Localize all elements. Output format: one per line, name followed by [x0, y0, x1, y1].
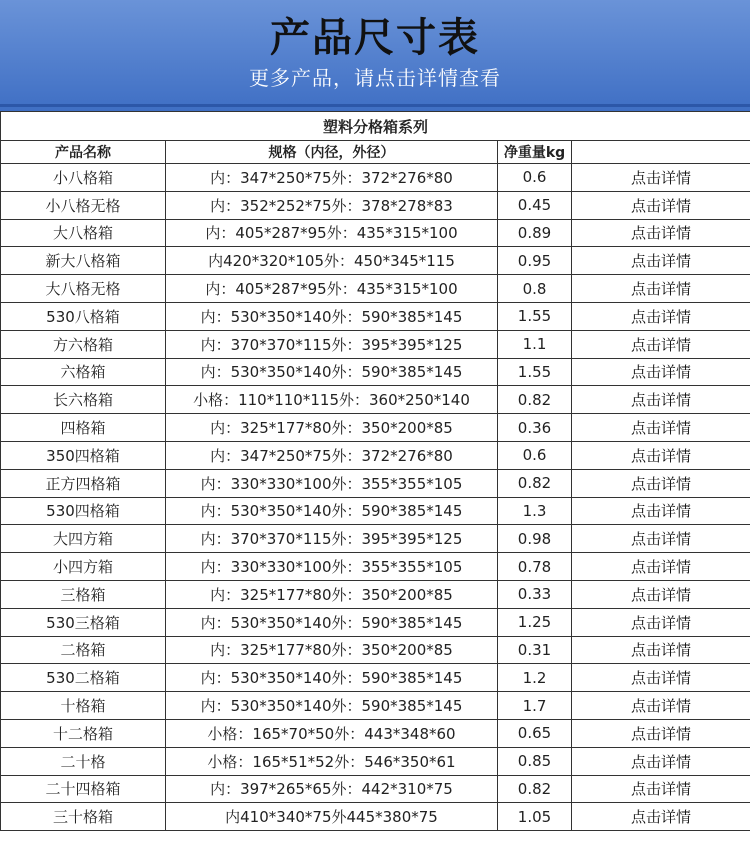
- table-row: [1, 553, 750, 581]
- spec-cell: 内：330*330*100外：355*355*105: [166, 553, 498, 581]
- spec-cell: 内：530*350*140外：590*385*145: [166, 664, 498, 692]
- table-row: [1, 803, 750, 831]
- spec-cell: 内420*320*105外：450*345*115: [166, 247, 498, 275]
- table-row: [1, 386, 750, 414]
- spec-cell: 内：397*265*65外：442*310*75: [166, 775, 498, 803]
- weight-cell: 1.1: [498, 330, 572, 358]
- spec-cell: 内：352*252*75外：378*278*83: [166, 191, 498, 219]
- table-row: [1, 636, 750, 664]
- product-name-cell: 六格箱: [1, 358, 166, 386]
- product-name-cell: 350四格箱: [1, 441, 166, 469]
- spec-cell: 内410*340*75外445*380*75: [166, 803, 498, 831]
- detail-link[interactable]: 点击详情: [572, 803, 750, 831]
- detail-link[interactable]: 点击详情: [572, 414, 750, 442]
- detail-link[interactable]: 点击详情: [572, 525, 750, 553]
- table-row: [1, 219, 750, 247]
- product-name-cell: 小八格箱: [1, 164, 166, 192]
- detail-link[interactable]: 点击详情: [572, 580, 750, 608]
- product-name-cell: 530四格箱: [1, 497, 166, 525]
- weight-cell: 1.25: [498, 608, 572, 636]
- product-name-cell: 十格箱: [1, 692, 166, 720]
- weight-cell: 0.36: [498, 414, 572, 442]
- weight-cell: 0.8: [498, 275, 572, 303]
- spec-cell: 内：530*350*140外：590*385*145: [166, 497, 498, 525]
- product-name-cell: 大八格无格: [1, 275, 166, 303]
- weight-cell: 0.33: [498, 580, 572, 608]
- table-row: [1, 469, 750, 497]
- banner: [0, 0, 750, 111]
- table-row: [1, 497, 750, 525]
- table-row: [1, 747, 750, 775]
- detail-link[interactable]: 点击详情: [572, 358, 750, 386]
- detail-link[interactable]: 点击详情: [572, 275, 750, 303]
- series-row: [1, 112, 750, 141]
- spec-cell: 内：370*370*115外：395*395*125: [166, 330, 498, 358]
- detail-link[interactable]: 点击详情: [572, 441, 750, 469]
- weight-cell: 1.2: [498, 664, 572, 692]
- spec-cell: 内：325*177*80外：350*200*85: [166, 414, 498, 442]
- table-row: [1, 664, 750, 692]
- spec-cell: 内：347*250*75外：372*276*80: [166, 441, 498, 469]
- product-name-cell: 小八格无格: [1, 191, 166, 219]
- detail-link[interactable]: 点击详情: [572, 219, 750, 247]
- product-name-cell: 新大八格箱: [1, 247, 166, 275]
- spec-cell: 小格：165*70*50外：443*348*60: [166, 719, 498, 747]
- product-name-cell: 方六格箱: [1, 330, 166, 358]
- detail-link[interactable]: 点击详情: [572, 719, 750, 747]
- table-row: [1, 441, 750, 469]
- size-table: [0, 111, 750, 831]
- table-row: [1, 580, 750, 608]
- header-link: [572, 141, 750, 164]
- table-row: [1, 608, 750, 636]
- detail-link[interactable]: 点击详情: [572, 692, 750, 720]
- product-name-cell: 四格箱: [1, 414, 166, 442]
- product-name-cell: 二十格: [1, 747, 166, 775]
- detail-link[interactable]: 点击详情: [572, 608, 750, 636]
- table-row: [1, 164, 750, 192]
- header-spec: 规格（内径，外径）: [166, 141, 498, 164]
- table-row: [1, 719, 750, 747]
- product-name-cell: 十二格箱: [1, 719, 166, 747]
- weight-cell: 1.05: [498, 803, 572, 831]
- spec-cell: 小格：110*110*115外：360*250*140: [166, 386, 498, 414]
- product-name-cell: 530三格箱: [1, 608, 166, 636]
- page-subtitle: 更多产品，请点击详情查看: [249, 66, 501, 90]
- product-name-cell: 三格箱: [1, 580, 166, 608]
- table-row: [1, 775, 750, 803]
- table-row: [1, 302, 750, 330]
- detail-link[interactable]: 点击详情: [572, 553, 750, 581]
- weight-cell: 0.45: [498, 191, 572, 219]
- header-weight: 净重量kg: [498, 141, 572, 164]
- table-row: [1, 358, 750, 386]
- weight-cell: 0.89: [498, 219, 572, 247]
- spec-cell: 内：370*370*115外：395*395*125: [166, 525, 498, 553]
- table-row: [1, 247, 750, 275]
- banner-divider: [0, 104, 750, 107]
- product-name-cell: 二十四格箱: [1, 775, 166, 803]
- page-title: 产品尺寸表: [270, 15, 480, 61]
- weight-cell: 1.3: [498, 497, 572, 525]
- weight-cell: 1.55: [498, 358, 572, 386]
- spec-cell: 内：325*177*80外：350*200*85: [166, 636, 498, 664]
- weight-cell: 0.82: [498, 775, 572, 803]
- detail-link[interactable]: 点击详情: [572, 330, 750, 358]
- weight-cell: 1.55: [498, 302, 572, 330]
- weight-cell: 0.85: [498, 747, 572, 775]
- spec-cell: 内：347*250*75外：372*276*80: [166, 164, 498, 192]
- detail-link[interactable]: 点击详情: [572, 636, 750, 664]
- detail-link[interactable]: 点击详情: [572, 775, 750, 803]
- table-row: [1, 330, 750, 358]
- weight-cell: 0.82: [498, 469, 572, 497]
- header-row: [1, 141, 750, 164]
- product-name-cell: 长六格箱: [1, 386, 166, 414]
- spec-cell: 内：530*350*140外：590*385*145: [166, 358, 498, 386]
- detail-link[interactable]: 点击详情: [572, 191, 750, 219]
- spec-cell: 内：405*287*95外：435*315*100: [166, 219, 498, 247]
- spec-cell: 内：330*330*100外：355*355*105: [166, 469, 498, 497]
- weight-cell: 0.6: [498, 164, 572, 192]
- table-row: [1, 525, 750, 553]
- detail-link[interactable]: 点击详情: [572, 386, 750, 414]
- table-row: [1, 191, 750, 219]
- detail-link[interactable]: 点击详情: [572, 469, 750, 497]
- product-name-cell: 530二格箱: [1, 664, 166, 692]
- product-name-cell: 二格箱: [1, 636, 166, 664]
- spec-cell: 内：325*177*80外：350*200*85: [166, 580, 498, 608]
- spec-cell: 内：530*350*140外：590*385*145: [166, 608, 498, 636]
- weight-cell: 0.78: [498, 553, 572, 581]
- weight-cell: 0.65: [498, 719, 572, 747]
- weight-cell: 0.6: [498, 441, 572, 469]
- detail-link[interactable]: 点击详情: [572, 664, 750, 692]
- weight-cell: 0.95: [498, 247, 572, 275]
- product-name-cell: 小四方箱: [1, 553, 166, 581]
- weight-cell: 0.98: [498, 525, 572, 553]
- table-row: [1, 414, 750, 442]
- series-title: 塑料分格箱系列: [1, 112, 750, 141]
- spec-cell: 内：405*287*95外：435*315*100: [166, 275, 498, 303]
- spec-cell: 内：530*350*140外：590*385*145: [166, 302, 498, 330]
- spec-cell: 小格：165*51*52外：546*350*61: [166, 747, 498, 775]
- detail-link[interactable]: 点击详情: [572, 302, 750, 330]
- detail-link[interactable]: 点击详情: [572, 747, 750, 775]
- product-name-cell: 三十格箱: [1, 803, 166, 831]
- product-name-cell: 530八格箱: [1, 302, 166, 330]
- weight-cell: 0.31: [498, 636, 572, 664]
- header-name: 产品名称: [1, 141, 166, 164]
- spec-cell: 内：530*350*140外：590*385*145: [166, 692, 498, 720]
- product-name-cell: 大四方箱: [1, 525, 166, 553]
- table-row: [1, 692, 750, 720]
- weight-cell: 0.82: [498, 386, 572, 414]
- detail-link[interactable]: 点击详情: [572, 164, 750, 192]
- table-row: [1, 275, 750, 303]
- product-name-cell: 大八格箱: [1, 219, 166, 247]
- product-name-cell: 正方四格箱: [1, 469, 166, 497]
- weight-cell: 1.7: [498, 692, 572, 720]
- detail-link[interactable]: 点击详情: [572, 497, 750, 525]
- detail-link[interactable]: 点击详情: [572, 247, 750, 275]
